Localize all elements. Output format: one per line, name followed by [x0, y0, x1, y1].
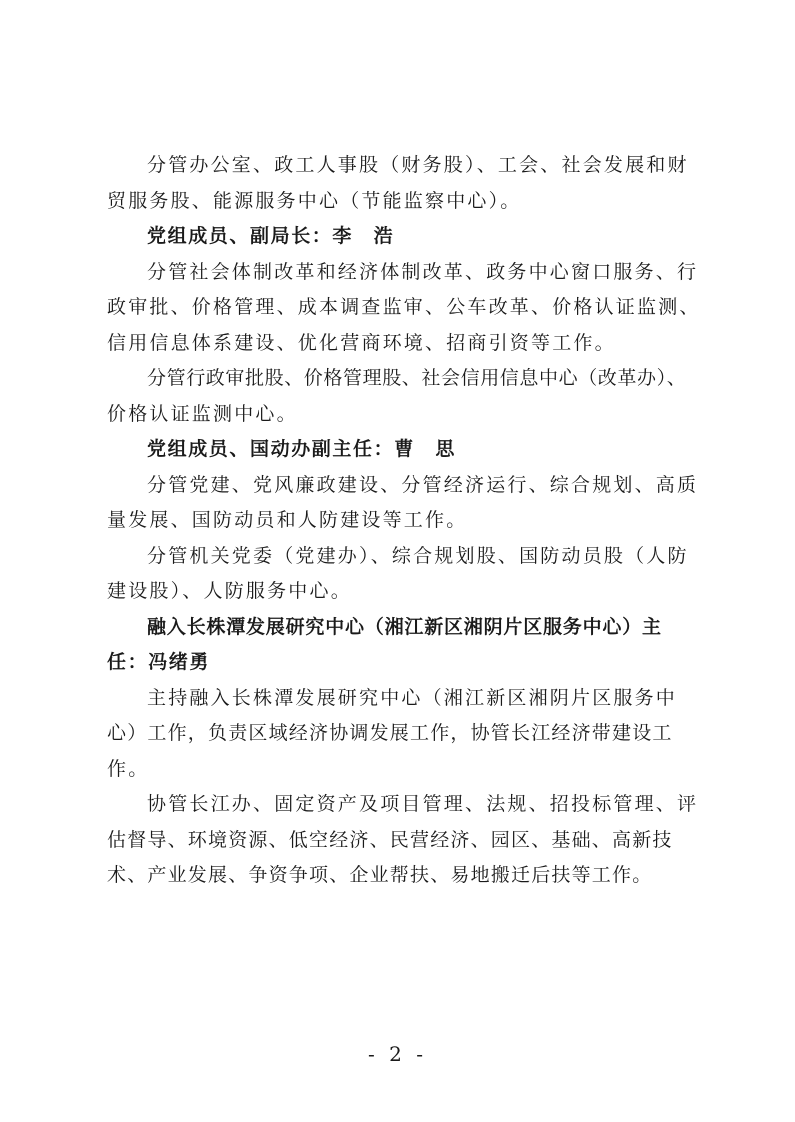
paragraph-line: 分管社会体制改革和经济体制改革、政务中心窗口服务、行: [147, 260, 699, 283]
paragraph-line: 心）工作，负责区域经济协调发展工作，协管长江经济带建设工: [107, 722, 673, 744]
section-heading-feng-xuyong: 融入长株潭发展研究中心（湘江新区湘阴片区服务中心）主: [147, 615, 662, 638]
section-heading-feng-xuyong-cont: 任：冯绪勇: [107, 651, 211, 673]
section-heading-cao-si: 党组成员、国动办副主任：曹 思: [147, 438, 457, 460]
paragraph-line: 贸服务股、能源服务中心（节能监察中心）。: [107, 189, 522, 212]
paragraph-line: 主持融入长株潭发展研究中心（湘江新区湘阴片区服务中: [147, 686, 678, 709]
page-number: - 2 -: [368, 1042, 427, 1066]
paragraph-line: 作。: [107, 757, 150, 780]
paragraph-line: 信用信息体系建设、优化营商环境、招商引资等工作。: [107, 331, 616, 354]
paragraph-line: 价格认证监测中心。: [107, 402, 298, 425]
paragraph-line: 术、产业发展、争资争项、企业帮扶、易地搬迁后扶等工作。: [107, 864, 653, 886]
document-body: [107, 148, 701, 894]
paragraph-line: 政审批、价格管理、成本调查监审、公车改革、价格认证监测、: [107, 296, 701, 318]
section-heading-li-hao: 党组成员、副局长：李 浩: [147, 225, 395, 247]
paragraph-line: 分管办公室、政工人事股（财务股）、工会、社会发展和财: [147, 154, 689, 176]
paragraph-line: 量发展、国防动员和人防建设等工作。: [107, 509, 468, 531]
paragraph-line: 协管长江办、固定资产及项目管理、法规、招投标管理、评: [147, 793, 699, 815]
paragraph-line: 分管机关党委（党建办）、综合规划股、国防动员股（人防: [147, 544, 689, 567]
paragraph-line: 建设股）、人防服务中心。: [107, 580, 352, 602]
paragraph-line: 估督导、环境资源、低空经济、民营经济、园区、基础、高新技: [107, 828, 673, 851]
paragraph-line: 分管党建、党风廉政建设、分管经济运行、综合规划、高质: [147, 473, 699, 496]
paragraph-line: 分管行政审批股、价格管理股、社会信用信息中心（改革办）、: [147, 367, 687, 389]
